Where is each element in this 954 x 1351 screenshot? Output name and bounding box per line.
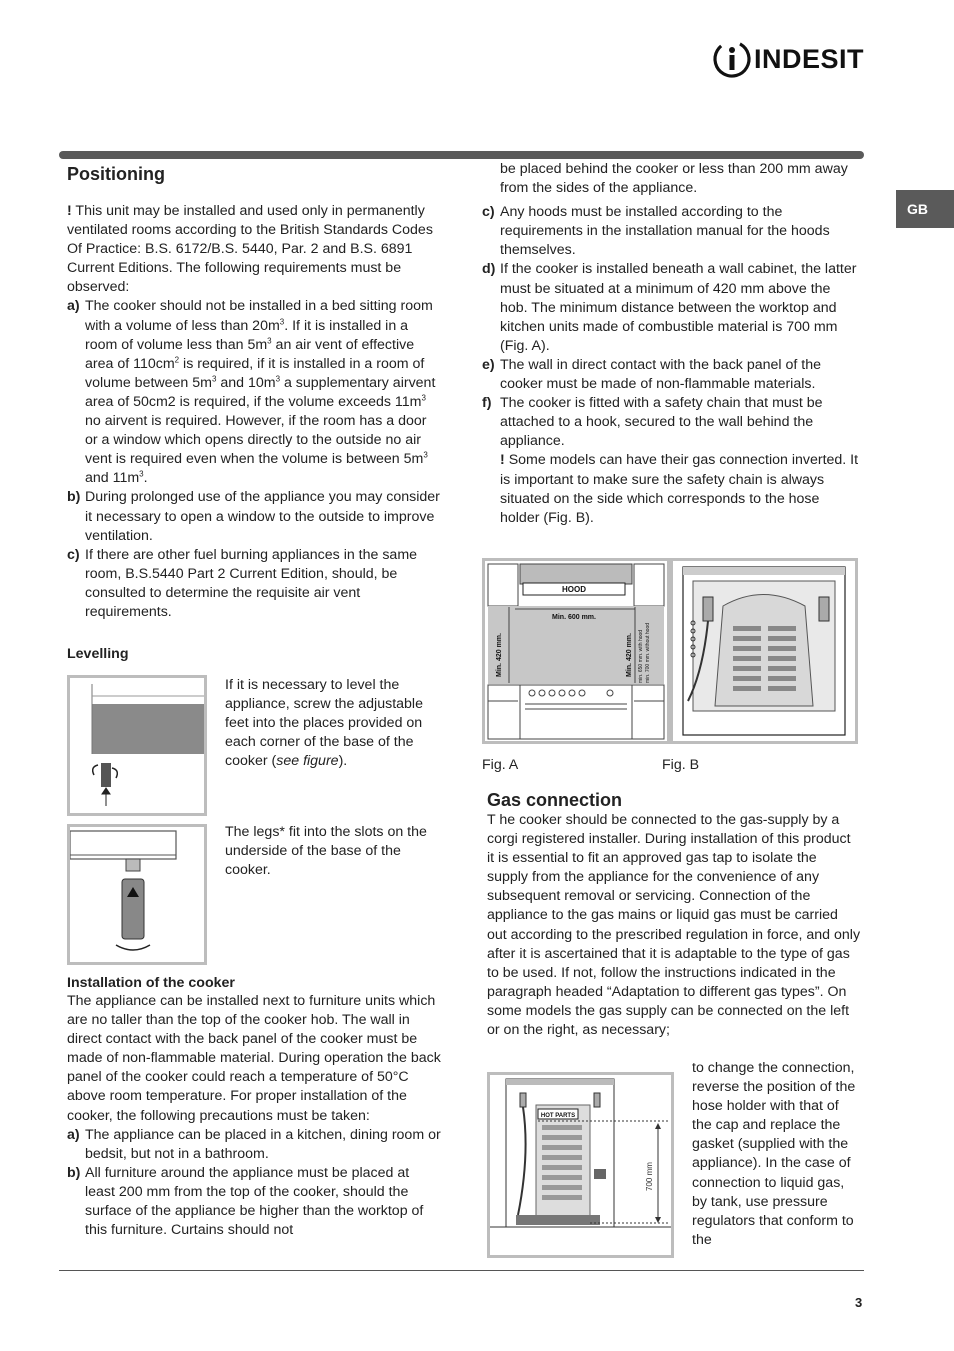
language-tab-label: GB [907, 201, 928, 217]
hood-label: HOOD [562, 585, 586, 594]
levelling-text-1: If it is necessary to level the appliance, screw the adjustable feet into the places provided on each corner of the base of the cooker (see figure). [225, 677, 423, 770]
gas-title: Gas connection [487, 790, 623, 810]
gas-text-1: T he cooker should be connected to the gas-supply by a corgi registered installer. During installation of this product it is essential to fit an approved gas tap to isolate the supply from the appliance for the convenience of any subsequent removal or servicing. Connection of the appliance to the gas mains or liquid gas must be carried out according to the prescribed regulation in force, and only after it is ascertained that it is adaptable to the type of gas to be used. If not, follow the instructions indicated in the paragraph headed “Adaptation to different gas types”. On some models the gas supply can be connected on the left or on the right, as necessary; [487, 812, 861, 1039]
indesit-i-mark-icon [712, 38, 756, 80]
continued-text: be placed behind the cooker or less than 200 mm away from the sides of the appliance. [500, 161, 848, 197]
note-mark: ! [500, 452, 505, 469]
installation-section [67, 975, 443, 1240]
safety-note: ! Some models can have their gas connection inverted. It is important to make sure the safety chain is always situated on the side which corresponds to the hose holder (Fig. B). [500, 452, 859, 526]
right-item-c: c) Any hoods must be installed according to the requirements in the installation manual for the hoods themselves. [482, 204, 830, 259]
side-note-2: min. 700 mm. without hood [645, 622, 651, 683]
side-note-1: min. 650 mm. with hood [638, 629, 644, 683]
min-600-label: Min. 600 mm. [552, 614, 596, 621]
positioning-item-a-text: The cooker should not be installed in a bed sitting room with a volume of less than $20m^3$. If it is installed in a room of volume less than $5m^3$ an air vent of effective area of $110cm^2$ is required, if it is installed in a room of volume between $5m^3$ and $10m^3$ a supplementary airvent area of 50cm2 is required, if the volume exceeds $11m^3$ no airvent is required. However, if the room has a door or a window which opens directly to the outside no air vent is required even when the volume is between $5m^3$ and $11m^3$. [85, 298, 436, 487]
brand-logo [712, 38, 866, 80]
figure-a [482, 558, 670, 744]
right-item-d: d) If the cooker is installed beneath a wall cabinet, the latter must be situated at a minimum of 420 mm above the hob. The minimum distance between the worktop and kitchen units made of combustible material is 700 mm (Fig. A). [482, 261, 857, 354]
right-column-text [482, 160, 860, 528]
right-item-e: e) The wall in direct contact with the back panel of the cooker must be made of non-flammable materials. [482, 356, 821, 393]
positioning-item-b: b) During prolonged use of the appliance you may consider it necessary to open a window to the outside to improve ventilation. [67, 489, 440, 544]
figure-a-caption: Fig. A [482, 757, 519, 773]
hot-parts-label: HOT PARTS [540, 1113, 576, 1119]
positioning-item-c: c) If there are other fuel burning appliances in the same room, B.S.5440 Part 2 Current Edition, should, be consulted to determine the requisite air vent requirements. [67, 546, 418, 620]
levelling-figure-2 [67, 824, 207, 965]
figure-b [670, 558, 858, 744]
language-tab [896, 190, 954, 228]
min-420-right-label: Min. 420 mm. [626, 633, 633, 677]
right-item-f: f) The cooker is fitted with a safety chain that must be attached to a hook, secured to the wall behind the appliance. [482, 395, 823, 450]
installation-item-a: a) The appliance can be placed in a kitchen, dining room or bedsit, but not in a bathroom. [67, 1126, 441, 1162]
page-number: 3 [855, 1295, 863, 1310]
installation-intro: The appliance can be installed next to furniture units which are no taller than the top of the cooker hob. The wall in direct contact with the back panel of the cooker must be made of non-flammable material. During operation the back panel of the cooker could reach a temperature of 50°C above room temperature. For proper installation of the cooker, the following precautions must be taken: [67, 993, 441, 1124]
header-rule [59, 151, 864, 159]
figure-b-caption: Fig. B [662, 757, 700, 773]
brand-wordmark: INDESIT [754, 44, 865, 74]
levelling-text-2: The legs* fit into the slots on the underside of the base of the cooker. [225, 824, 427, 879]
gas-connection-figure [487, 1072, 674, 1258]
levelling-figure-1 [67, 675, 207, 816]
positioning-item-a: a) The cooker should not be installed in a bed sitting room with a volume of less than $20m^3$. If it is installed in a room of volume less than $5m^3$ an air vent of effective area of $110cm^2$ is required, if it is installed in a room of volume between $5m^3$ and $10m^3$ a supplementary airvent area of 50cm2 is required, if the volume exceeds $11m^3$ no airvent is required. However, if the room has a door or a window which opens directly to the outside no air vent is required even when the volume is between $5m^3$ and $11m^3$. [67, 298, 436, 487]
700mm-label: 700 mm [645, 1162, 654, 1191]
levelling-title: Levelling [67, 646, 129, 662]
left-column [67, 162, 443, 622]
gas-text-2: to change the connection, reverse the position of the hose holder with that of the cap and replace the gasket (supplied with the appliance). In the case of connection to liquid gas, by tank, use pressure regulators that conform to the [692, 1060, 856, 1248]
installation-item-b: b) All furniture around the appliance must be placed at least 200 mm from the top of the cooker, should the surface of the appliance be higher than the worktop of this furniture. Curtains should not [67, 1164, 424, 1239]
min-420-left-label: Min. 420 mm. [496, 633, 503, 677]
installation-title: Installation of the cooker [67, 975, 235, 991]
positioning-title: Positioning [67, 164, 165, 184]
positioning-intro: ! This unit may be installed and used only in permanently ventilated rooms according to the British Standards Codes Of Practice: B.S. 6172/B.S. 5440, Par. 2 and B.S. 6891 Current Editions. The following requirements must be observed: [67, 203, 433, 296]
footer-rule [59, 1270, 864, 1271]
warning-mark: ! [67, 203, 72, 219]
